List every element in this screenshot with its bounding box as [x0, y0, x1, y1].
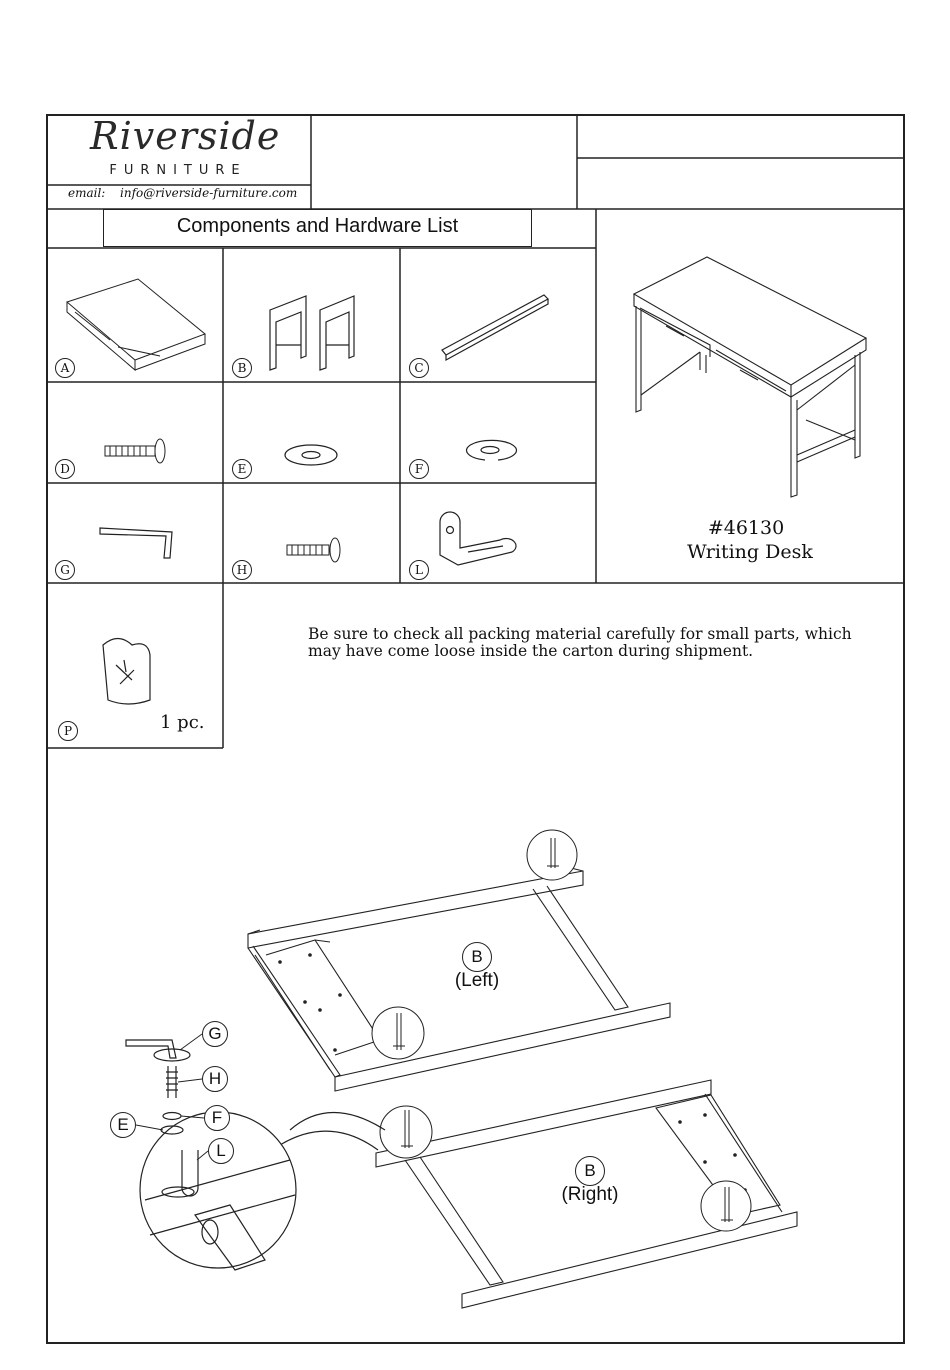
product-name: Writing Desk [687, 541, 813, 563]
callout-h: H [202, 1066, 228, 1092]
callout-e: E [110, 1112, 136, 1138]
part-label-h: H [232, 560, 252, 580]
brand-subtitle: FURNITURE [109, 163, 247, 178]
part-label-p: P [58, 721, 78, 741]
email-link[interactable]: info@riverside-furniture.com [120, 186, 298, 200]
callout-g: G [202, 1021, 228, 1047]
part-label-d: D [55, 459, 75, 479]
callout-l: L [208, 1138, 234, 1164]
part-label-f: F [409, 459, 429, 479]
callout-f: F [204, 1105, 230, 1131]
brand-logo: Riverside [90, 114, 281, 158]
left-frame-part-letter: B [462, 942, 492, 972]
components-title: Components and Hardware List [103, 209, 532, 247]
part-label-a: A [55, 358, 75, 378]
product-number: #46130 [707, 517, 785, 539]
part-label-b: B [232, 358, 252, 378]
part-label-c: C [409, 358, 429, 378]
part-label-l: L [409, 560, 429, 580]
part-p-quantity: 1 pc. [160, 712, 205, 733]
part-label-g: G [55, 560, 75, 580]
packing-note: Be sure to check all packing material carefully for small parts, which may have come loose inside the carton during shipment. [308, 625, 852, 660]
email-label: email: [68, 186, 106, 200]
left-frame-side-label: (Left) [454, 970, 500, 991]
right-frame-side-label: (Right) [561, 1184, 619, 1205]
part-label-e: E [232, 459, 252, 479]
right-frame-part-letter: B [575, 1156, 605, 1186]
